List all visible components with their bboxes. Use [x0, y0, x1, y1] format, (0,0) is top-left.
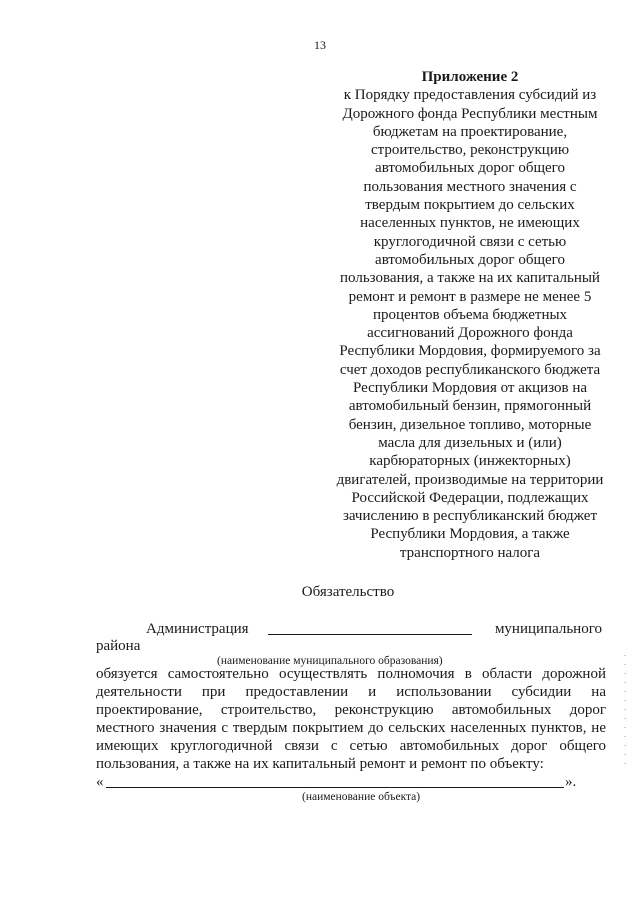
appendix-line: бюджетам на проектирование, — [372, 123, 568, 140]
appendix-line: Российской Федерации, подлежащих — [351, 489, 589, 506]
appendix-line: процентов объема бюджетных — [372, 306, 568, 323]
appendix-line: строительство, реконструкцию — [370, 142, 570, 159]
appendix-line: к Порядку предоставления субсидий из — [343, 87, 597, 104]
appendix-line: Республики Мордовия, а также — [370, 526, 570, 543]
appendix-line: автомобильный бензин, прямогонный — [348, 398, 592, 415]
appendix-line: двигателей, производимые на территории — [336, 471, 604, 488]
administration-label: Администрация — [146, 621, 249, 637]
appendix-title: Приложение 2 — [421, 69, 519, 85]
appendix-line: счет доходов республиканского бюджета — [339, 361, 601, 378]
rayon-label: района — [96, 638, 141, 654]
appendix-line: пользования, а также на их капитальный — [340, 270, 600, 287]
appendix-line: Республики Мордовия, формируемого за — [339, 343, 601, 360]
appendix-line: бензин, дизельное топливо, моторные — [348, 416, 592, 433]
close-quote: ». — [565, 774, 577, 790]
municipal-label: муниципального — [494, 621, 602, 637]
appendix-line: транспортного налога — [399, 544, 541, 561]
obligation-body: обязуется самостоятельно осуществлять полномочия в области дорожной деятельности при предоставлении и использовании субсидии на проектирование, строительство, реконструкцию автомобильных дорог местного значения с твердым покрытием до сельских населенных пунктов, не имеющих круглогодичной связи с сетью автомобильных дорог общего пользования, а также на их капитальный ремонт и ремонт по объекту: — [96, 666, 606, 772]
municipality-caption: (наименование муниципального образования) — [217, 655, 443, 667]
administration-line — [96, 621, 606, 641]
appendix-line: зачислению в республиканский бюджет — [342, 508, 598, 525]
appendix-header — [328, 68, 612, 562]
appendix-line: автомобильных дорог общего — [375, 251, 565, 268]
object-blank-line — [106, 787, 564, 788]
municipality-blank-line — [268, 634, 472, 635]
appendix-line: ассигнований Дорожного фонда — [367, 325, 573, 342]
obligation-title: Обязательство — [301, 584, 395, 600]
page-number: 13 — [314, 38, 326, 52]
object-caption: (наименование объекта) — [302, 791, 421, 803]
appendix-line: Дорожного фонда Республики местным — [342, 105, 598, 122]
appendix-line: Республики Мордовия от акцизов на — [352, 380, 588, 397]
appendix-line: ремонт и ремонт в размере не менее 5 — [348, 288, 592, 305]
appendix-line: населенных пунктов, не имеющих — [360, 215, 580, 232]
appendix-line: круглогодичной связи с сетью — [373, 233, 567, 250]
appendix-line: масла для дизельных и (или) — [378, 434, 562, 451]
appendix-line: пользования местного значения с — [363, 178, 577, 195]
appendix-line: карбюраторных (инжекторных) — [369, 453, 571, 470]
scan-margin-marks — [624, 655, 626, 765]
appendix-line: твердым покрытием до сельских — [365, 197, 575, 214]
open-quote: « — [96, 774, 104, 790]
appendix-line: автомобильных дорог общего — [375, 160, 565, 177]
